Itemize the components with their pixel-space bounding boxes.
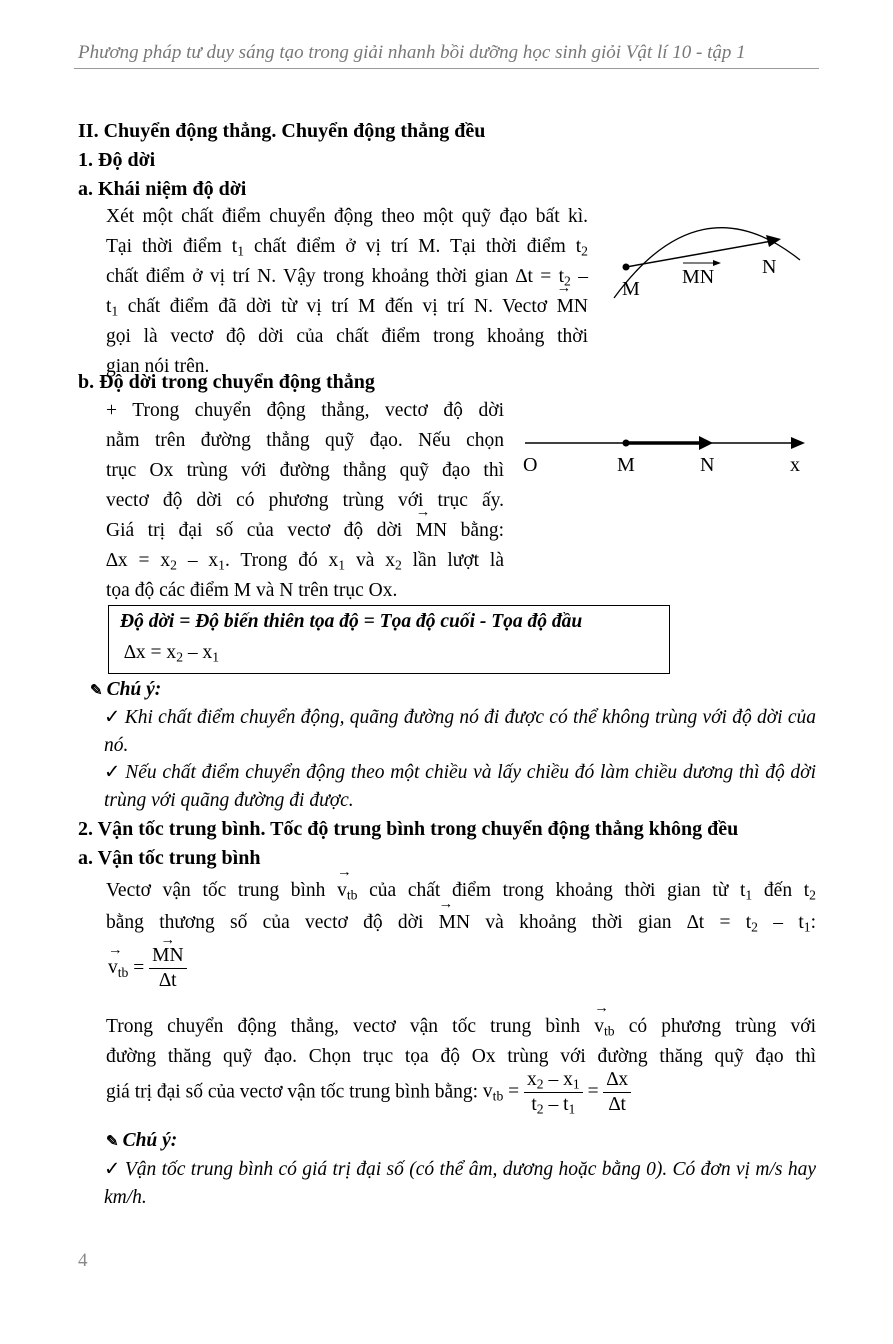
p2-line-7: tọa độ các điểm M và N trên trục Ox. [106,580,398,601]
p4-line-1: Trong chuyển động thẳng, vectơ vận tốc trung bình → $v_{tb}$ có phương trùng với [106,1012,816,1042]
page-number: 4 [78,1250,88,1271]
p2-line-6: $\Delta x = x_2 - x_1$. Trong đó $x_1$ và $x_2$ lần lượt là [106,550,504,573]
note-1-item-1: ✓ Khi chất điểm chuyển động, quãng đường nó đi được có thể không trùng với độ dời của nó. [104,707,816,756]
point-m-dot [623,440,630,447]
label-n: N [762,256,777,278]
definition-formula: $\Delta x = x_2 - x_1$ [124,642,220,665]
p1-line-4: $t_1$ chất điểm đã dời từ vị trí M đến vị trí N. Vectơ → MN [106,292,588,322]
p1-line-2: Tại thời điểm $t_1$ chất điểm ở vị trí M. Tại thời điểm $t_2$ [106,236,588,259]
segment-mn-arrowhead [699,436,713,450]
note-1-item-2: ✓ Nếu chất điểm chuyển động theo một chiều và lấy chiều đó làm chiều dương thì độ dời trùng với quãng đường đi được. [104,762,816,811]
p2-line-2: nằm trên đường thẳng quỹ đạo. Nếu chọn [106,430,504,451]
definition-box [108,605,670,674]
formula-average-velocity: $v_{tb}$ = $\frac{x_2 - x_1}{t_2 - t_1}$ = $\frac{\Delta x}{\Delta t}$ [483,1081,631,1102]
label-n: N [700,454,715,476]
paragraph-straight-velocity [106,1012,816,1072]
note-1-head: ✎ Chú ý: [90,679,162,700]
p1-line-3: chất điểm ở vị trí N. Vậy trong khoảng thời gian $\Delta t = t_2$ – [106,266,588,289]
note-2-item-1: ✓ Vận tốc trung bình có giá trị đại số (có thể âm, dương hoặc bằng 0). Có đơn vị m/s hay km/h. [104,1159,816,1208]
label-mn: MN [682,266,715,288]
subsection-1-title: 1. Độ dời [78,149,156,171]
paragraph-average-velocity [106,876,816,938]
p2-line-3: trục Ox trùng với đường thẳng quỹ đạo thì [106,460,504,481]
axis-figure [515,425,815,480]
subsection-1a-title: a. Khái niệm độ dời [78,178,247,200]
note-2-head: ✎ Chú ý: [106,1130,178,1151]
p2-line-1: + Trong chuyển động thẳng, vectơ độ dời [106,400,504,421]
p3-line-1: Vectơ vận tốc trung bình → $v_{tb}$ của chất điểm trong khoảng thời gian từ $t_1$ đến $t_2$ [106,876,816,906]
label-x: x [790,454,800,476]
subsection-1b-title: b. Độ dời trong chuyển động thẳng [78,371,375,393]
label-o: O [523,454,538,476]
pencil-icon: ✎ [90,683,103,699]
p1-line-6: gian nói trên. [106,356,210,377]
vector-mn: → MN [557,292,588,322]
paragraph-straight-displacement [106,396,504,606]
label-m: M [622,278,640,300]
p4-line-3: giá trị đại số của vectơ vận tốc trung bình bằng: $v_{tb}$ = $\frac{x_2 - x_1}{t_2 - t_1}$ = $\frac{\Delta x}{\Delta t}$ [106,1068,631,1118]
p1-line-5: gọi là vectơ độ dời của chất điểm trong khoảng thời [106,326,588,347]
check-icon: ✓ [104,762,122,783]
subsection-2a-title: a. Vận tốc trung bình [78,847,261,869]
subsection-2-title: 2. Vận tốc trung bình. Tốc độ trung bình trong chuyển động thẳng không đều [78,818,739,840]
p3-line-2: bằng thương số của vectơ độ dời → MN và khoảng thời gian $\Delta t = t_2 - t_1$: [106,908,816,938]
label-m: M [617,454,635,476]
running-header: Phương pháp tư duy sáng tạo trong giải nhanh bồi dưỡng học sinh giỏi Vật lí 10 - tập 1 [78,42,746,63]
pencil-icon: ✎ [106,1134,119,1150]
check-icon: ✓ [104,707,121,728]
point-m-dot [623,264,630,271]
formula-average-velocity-vector: → $v_{tb}$ = → $\frac{MN}{\Delta t}$ [108,944,187,994]
definition-title: Độ dời = Độ biến thiên tọa độ = Tọa độ cuối - Tọa độ đầu [120,611,583,632]
section-title: II. Chuyển động thẳng. Chuyển động thẳng đều [78,120,486,142]
p2-line-5: Giá trị đại số của vectơ độ dời → MN bằng: [106,516,504,546]
axis-arrowhead [791,437,805,449]
paragraph-displacement-concept [106,202,588,382]
trajectory-figure [600,200,820,310]
p2-line-4: vectơ độ dời có phương trùng với trục ấy. [106,490,504,511]
p1-line-1: Xét một chất điểm chuyển động theo một quỹ đạo bất kì. [106,206,588,227]
header-divider [74,68,819,69]
p4-line-2: đường thăng quỹ đạo. Chọn trục tọa độ Ox trùng với đường thăng quỹ đạo thì [106,1046,816,1067]
check-icon: ✓ [104,1159,121,1180]
